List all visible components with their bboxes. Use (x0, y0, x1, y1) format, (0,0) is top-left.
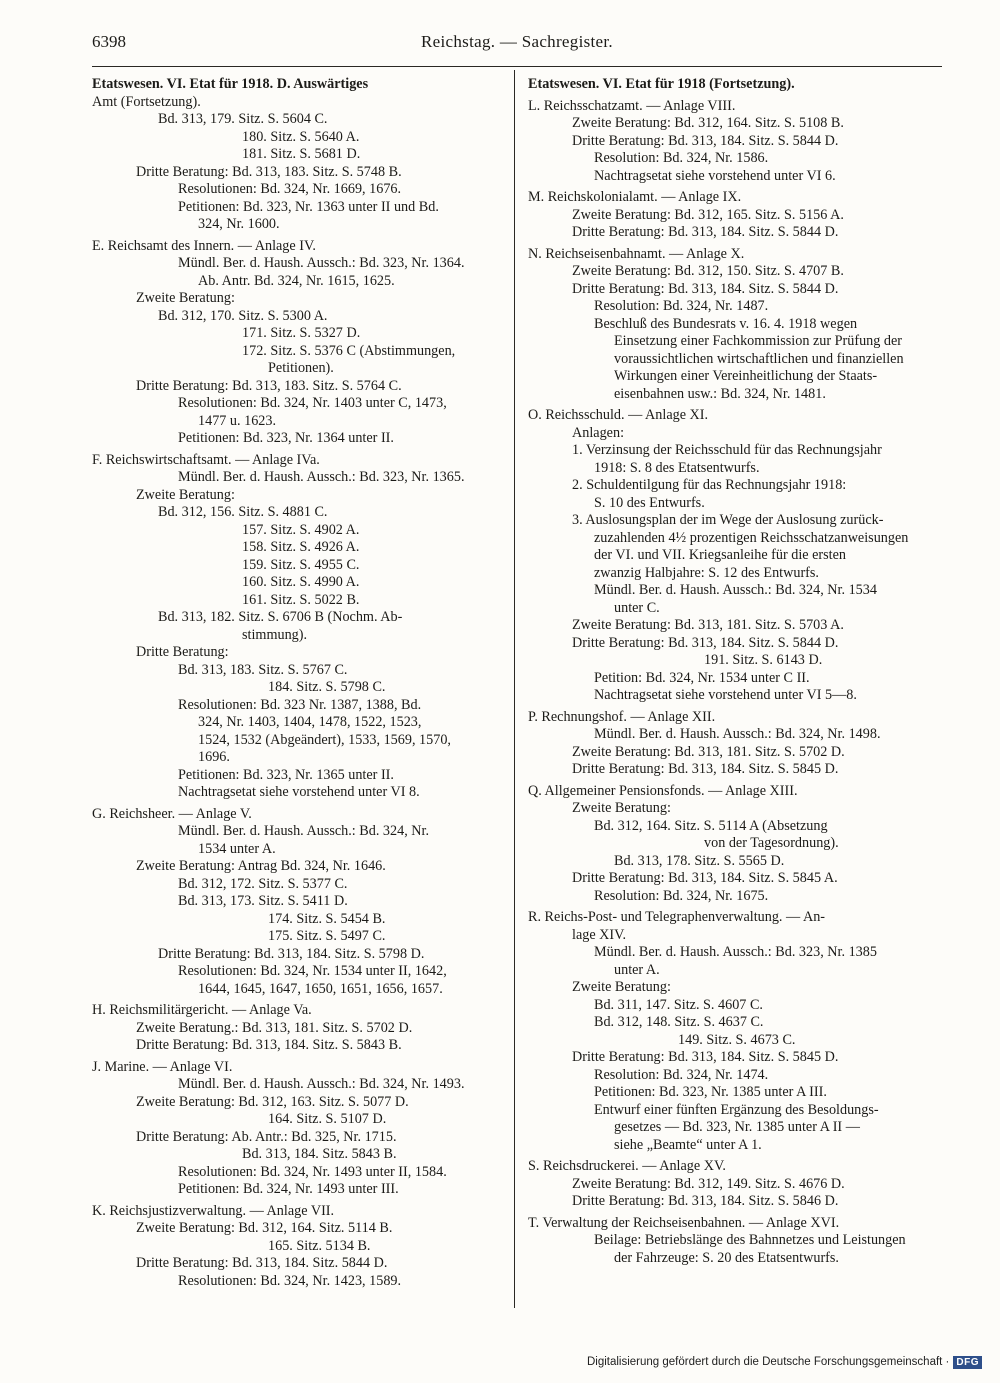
index-entry: Einsetzung einer Fachkommission zur Prüfung der (614, 333, 903, 349)
index-entry: 324, Nr. 1600. (198, 216, 280, 232)
index-entry: Nachtragsetat siehe vorstehend unter VI 5—8. (594, 687, 857, 703)
index-entry: Dritte Beratung: Ab. Antr.: Bd. 325, Nr. 1715. (136, 1128, 397, 1145)
index-entry: Bd. 313, 173. Sitz. S. 5411 D. (178, 893, 348, 909)
index-entry: Beilage: Betriebslänge des Bahnnetzes und Leistungen (594, 1232, 906, 1248)
section-heading: R. Reichs-Post- und Telegraphenverwaltung. — An- (528, 909, 826, 925)
index-entry: gesetzes — Bd. 323, Nr. 1385 unter A II — (614, 1119, 860, 1135)
index-entry: Zweite Beratung: Bd. 312, 150. Sitz. S. 4707 B. (572, 263, 844, 279)
index-entry: Zweite Beratung: (572, 979, 671, 995)
index-entry: Petitionen). (268, 360, 334, 376)
index-entry: Bd. 313, 179. Sitz. S. 5604 C. (158, 111, 328, 127)
index-entry: voraussichtlichen wirtschaftlichen und finanziellen (614, 350, 904, 367)
index-entry: 159. Sitz. S. 4955 C. (242, 556, 360, 573)
index-entry: 2. Schuldentilgung für das Rechnungsjahr 1918: (572, 477, 847, 493)
index-entry: Bd. 312, 156. Sitz. S. 4881 C. (158, 504, 328, 520)
index-entry: Petitionen: Bd. 324, Nr. 1493 unter III. (178, 1181, 399, 1197)
index-entry: Mündl. Ber. d. Haush. Aussch.: Bd. 323, Nr. 1385 (594, 944, 877, 960)
index-entry: Mündl. Ber. d. Haush. Aussch.: Bd. 324, Nr. 1498. (594, 726, 881, 742)
index-entry: Zweite Beratung: (136, 290, 235, 306)
index-entry: 160. Sitz. S. 4990 A. (242, 574, 360, 590)
index-entry: Beschluß des Bundesrats v. 16. 4. 1918 wegen (594, 315, 858, 332)
index-entry: zuzahlenden 4½ prozentigen Reichsschatzanweisungen (594, 529, 909, 546)
index-entry: 191. Sitz. S. 6143 D. (704, 652, 823, 668)
section-heading: E. Reichsamt des Innern. — Anlage IV. (92, 237, 316, 254)
section-heading: N. Reichseisenbahnamt. — Anlage X. (528, 245, 745, 262)
index-entry: stimmung). (242, 626, 308, 643)
index-entry: 184. Sitz. S. 5798 C. (268, 679, 386, 695)
index-entry: Nachtragsetat siehe vorstehend unter VI 6. (594, 167, 836, 184)
section-heading: T. Verwaltung der Reichseisenbahnen. — Anlage XVI. (528, 1214, 840, 1231)
index-entry: Bd. 313, 183. Sitz. S. 5767 C. (178, 661, 348, 678)
index-entry: Resolutionen: Bd. 324, Nr. 1534 unter II, 1642, (178, 963, 447, 979)
index-entry: zwanzig Halbjahre: S. 12 des Entwurfs. (594, 564, 819, 581)
index-entry: 149. Sitz. S. 4673 C. (678, 1031, 796, 1048)
section-heading: K. Reichsjustizverwaltung. — Anlage VII. (92, 1202, 335, 1219)
index-entry: Dritte Beratung: (136, 644, 229, 660)
index-entry: 165. Sitz. 5134 B. (268, 1237, 371, 1254)
index-entry: 1477 u. 1623. (198, 412, 277, 429)
left-column (92, 76, 506, 1313)
index-entry: Bd. 312, 170. Sitz. S. 5300 A. (158, 307, 328, 324)
footer (587, 1353, 982, 1371)
index-entry: Zweite Beratung: Bd. 312, 163. Sitz. S. 5077 D. (136, 1093, 409, 1110)
index-entry: Dritte Beratung: Bd. 313, 183. Sitz. S. 5748 B. (136, 163, 402, 180)
index-entry: Resolution: Bd. 324, Nr. 1487. (594, 298, 769, 314)
index-entry: 180. Sitz. S. 5640 A. (242, 128, 360, 145)
index-entry: Zweite Beratung: Bd. 312, 165. Sitz. S. 5156 A. (572, 206, 844, 223)
index-entry: 1644, 1645, 1647, 1650, 1651, 1656, 1657. (198, 980, 443, 997)
index-entry: Nachtragsetat siehe vorstehend unter VI 8. (178, 784, 420, 800)
index-entry: Resolutionen: Bd. 324, Nr. 1403 unter C, 1473, (178, 395, 447, 411)
index-entry: 1524, 1532 (Abgeändert), 1533, 1569, 1570, (198, 731, 451, 748)
section-heading: F. Reichswirtschaftsamt. — Anlage IVa. (92, 451, 320, 468)
index-entry: Petition: Bd. 324, Nr. 1534 unter C II. (594, 669, 810, 686)
running-title: Reichstag. — Sachregister. (421, 32, 613, 51)
index-entry: Resolution: Bd. 324, Nr. 1474. (594, 1066, 769, 1083)
index-entry: 1. Verzinsung der Reichsschuld für das Rechnungsjahr (572, 442, 882, 458)
index-entry: Mündl. Ber. d. Haush. Aussch.: Bd. 323, Nr. 1364. (178, 255, 465, 271)
index-entry: Dritte Beratung: Bd. 313, 184. Sitz. S. 5845 D. (572, 1049, 839, 1065)
index-entry: Zweite Beratung: Antrag Bd. 324, Nr. 1646. (136, 858, 386, 874)
index-entry: Bd. 312, 164. Sitz. S. 5114 A (Absetzung (594, 817, 828, 834)
index-entry: Bd. 311, 147. Sitz. S. 4607 C. (594, 996, 763, 1013)
index-entry: Ab. Antr. Bd. 324, Nr. 1615, 1625. (198, 272, 395, 289)
index-entry: 174. Sitz. S. 5454 B. (268, 910, 386, 927)
index-entry: Resolutionen: Bd. 323 Nr. 1387, 1388, Bd. (178, 696, 422, 713)
index-entry: 161. Sitz. S. 5022 B. (242, 591, 360, 608)
index-entry: 157. Sitz. S. 4902 A. (242, 521, 360, 538)
index-entry: lage XIV. (572, 926, 627, 943)
section-heading: Amt (Fortsetzung). (92, 93, 201, 110)
index-entry: unter A. (614, 961, 660, 978)
index-entry: 1918: S. 8 des Etatsentwurfs. (594, 459, 760, 476)
index-entry: Mündl. Ber. d. Haush. Aussch.: Bd. 324, Nr. (178, 823, 430, 839)
index-entry: Entwurf einer fünften Ergänzung des Besoldungs- (594, 1101, 879, 1118)
index-entry: Resolution: Bd. 324, Nr. 1586. (594, 150, 769, 166)
index-entry: 181. Sitz. S. 5681 D. (242, 146, 361, 162)
index-entry: Zweite Beratung: (136, 486, 235, 503)
index-entry: Zweite Beratung.: Bd. 313, 181. Sitz. S. 5702 D. (136, 1019, 413, 1036)
index-entry: 324, Nr. 1403, 1404, 1478, 1522, 1523, (198, 714, 422, 730)
section-heading: G. Reichsheer. — Anlage V. (92, 805, 252, 822)
right-column (528, 76, 944, 1313)
section-heading: O. Reichsschuld. — Anlage XI. (528, 407, 709, 423)
index-entry: Mündl. Ber. d. Haush. Aussch.: Bd. 324, Nr. 1534 (594, 582, 877, 598)
section-heading: Etatswesen. VI. Etat für 1918. D. Auswärtiges (92, 76, 369, 92)
index-entry: Mündl. Ber. d. Haush. Aussch.: Bd. 323, Nr. 1365. (178, 469, 465, 485)
index-entry: Bd. 312, 172. Sitz. S. 5377 C. (178, 875, 348, 892)
index-entry: unter C. (614, 599, 660, 616)
index-entry: Bd. 313, 184. Sitz. 5843 B. (242, 1146, 397, 1162)
index-entry: Resolution: Bd. 324, Nr. 1675. (594, 887, 769, 904)
index-entry: Dritte Beratung: Bd. 313, 184. Sitz. S. 5798 D. (158, 945, 425, 962)
column-divider (514, 70, 515, 1308)
index-entry: Zweite Beratung: Bd. 312, 149. Sitz. S. 4676 D. (572, 1175, 845, 1192)
section-heading: Q. Allgemeiner Pensionsfonds. — Anlage XIII. (528, 782, 798, 799)
index-entry: der Fahrzeuge: S. 20 des Etatsentwurfs. (614, 1249, 839, 1266)
index-entry: S. 10 des Entwurfs. (594, 494, 705, 511)
section-heading: H. Reichsmilitärgericht. — Anlage Va. (92, 1002, 312, 1018)
index-entry: Bd. 312, 148. Sitz. S. 4637 C. (594, 1014, 764, 1030)
index-entry: Dritte Beratung: Bd. 313, 184. Sitz. S. 5845 A. (572, 870, 838, 886)
index-entry: siehe „Beamte“ unter A 1. (614, 1136, 762, 1153)
index-entry: Anlagen: (572, 424, 625, 441)
index-entry: Dritte Beratung: Bd. 313, 184. Sitz. S. 5845 D. (572, 761, 839, 777)
index-entry: Resolutionen: Bd. 324, Nr. 1669, 1676. (178, 181, 402, 197)
index-entry: eisenbahnen usw.: Bd. 324, Nr. 1481. (614, 385, 826, 402)
index-entry: Dritte Beratung: Bd. 313, 184. Sitz. S. 5844 D. (572, 224, 839, 240)
index-entry: 172. Sitz. S. 5376 C (Abstimmungen, (242, 342, 456, 359)
index-entry: der VI. und VII. Kriegsanleihe für die ersten (594, 547, 847, 563)
index-entry: Zweite Beratung: (572, 800, 671, 816)
section-heading: M. Reichskolonialamt. — Anlage IX. (528, 189, 742, 205)
index-entry: 158. Sitz. S. 4926 A. (242, 539, 360, 555)
index-entry: 175. Sitz. S. 5497 C. (268, 928, 386, 944)
section-heading: S. Reichsdruckerei. — Anlage XV. (528, 1158, 726, 1174)
index-entry: Dritte Beratung: Bd. 313, 184. Sitz. 5844 D. (136, 1255, 388, 1271)
index-entry: Zweite Beratung: Bd. 313, 181. Sitz. S. 5703 A. (572, 617, 844, 633)
index-entry: Dritte Beratung: Bd. 313, 184. Sitz. S. 5844 D. (572, 280, 839, 297)
index-entry: 3. Auslosungsplan der im Wege der Auslosung zurück- (572, 512, 884, 528)
index-entry: von der Tagesordnung). (704, 835, 839, 851)
page-header (92, 28, 942, 67)
index-entry: 1534 unter A. (198, 840, 276, 857)
section-heading: J. Marine. — Anlage VI. (92, 1058, 233, 1075)
page-number: 6398 (92, 32, 126, 51)
section-heading: Etatswesen. VI. Etat für 1918 (Fortsetzung). (528, 76, 795, 92)
index-entry: Dritte Beratung: Bd. 313, 184. Sitz. S. 5846 D. (572, 1193, 839, 1209)
section-heading: L. Reichsschatzamt. — Anlage VIII. (528, 97, 736, 114)
index-entry: Resolutionen: Bd. 324, Nr. 1493 unter II, 1584. (178, 1163, 447, 1180)
index-entry: 164. Sitz. S. 5107 D. (268, 1111, 387, 1127)
index-entry: Zweite Beratung: Bd. 312, 164. Sitz. S. 5108 B. (572, 115, 844, 131)
index-entry: Petitionen: Bd. 323, Nr. 1363 unter II und Bd. (178, 198, 439, 215)
index-entry: Dritte Beratung: Bd. 313, 184. Sitz. S. 5844 D. (572, 132, 839, 149)
index-entry: Mündl. Ber. d. Haush. Aussch.: Bd. 324, Nr. 1493. (178, 1076, 465, 1092)
index-entry: Dritte Beratung: Bd. 313, 183. Sitz. S. 5764 C. (136, 377, 402, 394)
index-entry: Petitionen: Bd. 323, Nr. 1385 unter A III. (594, 1084, 827, 1100)
index-entry: 1696. (198, 749, 230, 765)
index-entry: Dritte Beratung: Bd. 313, 184. Sitz. S. 5843 B. (136, 1037, 402, 1053)
section-heading: P. Rechnungshof. — Anlage XII. (528, 708, 716, 725)
footer-text: Digitalisierung gefördert durch die Deutsche Forschungsgemeinschaft · (586, 1356, 950, 1368)
index-entry: Resolutionen: Bd. 324, Nr. 1423, 1589. (178, 1272, 402, 1289)
index-entry: Bd. 313, 178. Sitz. S. 5565 D. (614, 852, 785, 869)
index-entry: Zweite Beratung: Bd. 313, 181. Sitz. S. 5702 D. (572, 743, 845, 760)
index-entry: Zweite Beratung: Bd. 312, 164. Sitz. 5114 B. (136, 1220, 393, 1236)
index-entry: Dritte Beratung: Bd. 313, 184. Sitz. S. 5844 D. (572, 634, 839, 651)
dfg-logo: DFG (953, 1356, 982, 1369)
index-entry: Petitionen: Bd. 323, Nr. 1364 unter II. (178, 430, 394, 446)
index-entry: 171. Sitz. S. 5327 D. (242, 325, 361, 341)
index-entry: Bd. 313, 182. Sitz. S. 6706 B (Nochm. Ab- (158, 609, 403, 625)
index-entry: Petitionen: Bd. 323, Nr. 1365 unter II. (178, 766, 394, 783)
index-entry: Wirkungen einer Vereinheitlichung der Staats- (614, 368, 878, 384)
